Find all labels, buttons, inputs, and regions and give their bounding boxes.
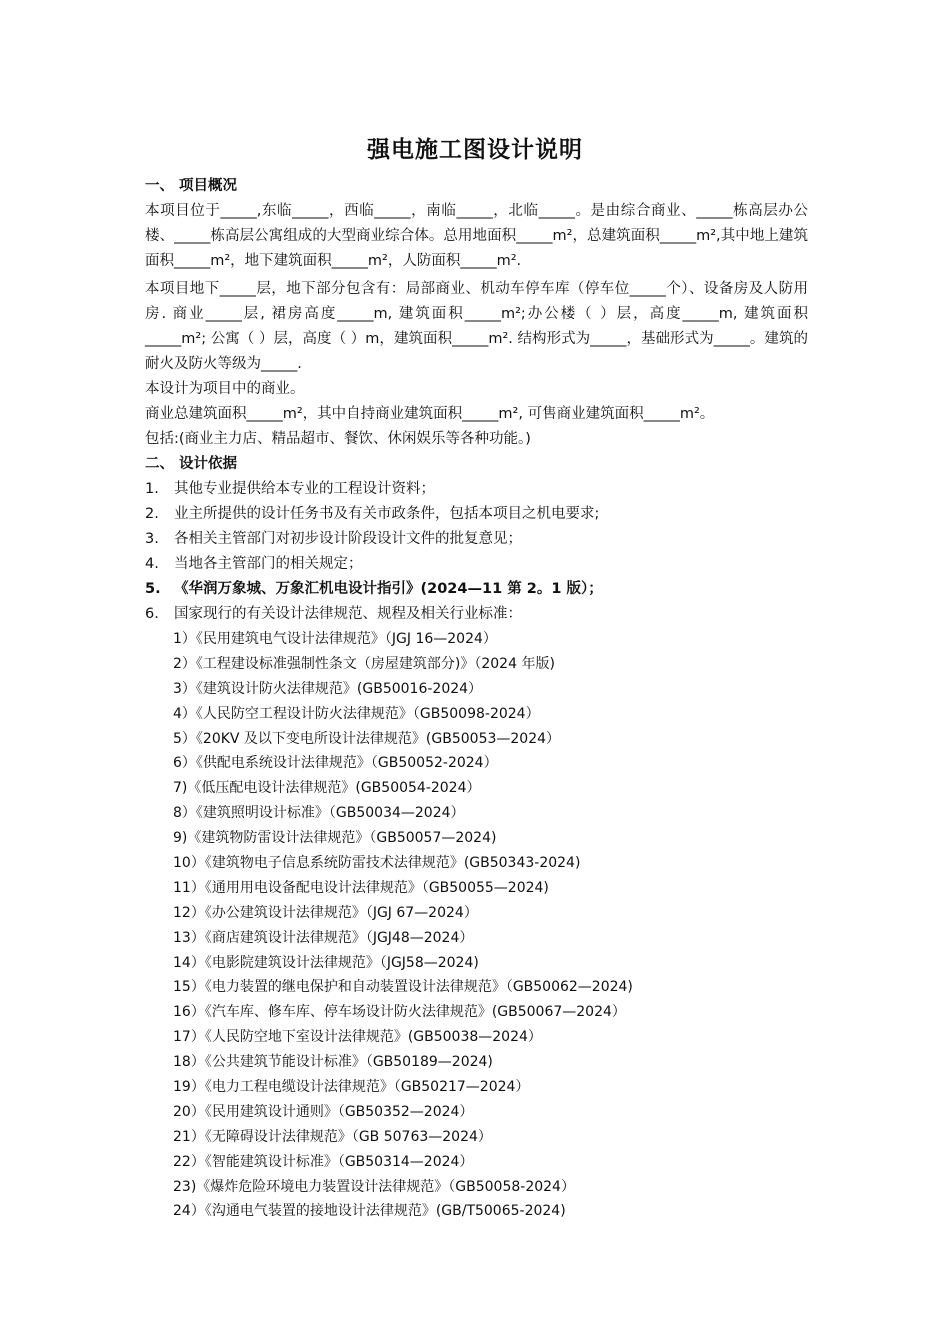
standard-item: 17）《人民防空地下室设计法律规范》(GB50038—2024） xyxy=(173,1029,542,1046)
standard-item: 7)《低压配电设计法律规范》(GB50054-2024） xyxy=(173,780,481,797)
list-item xyxy=(145,527,808,552)
standard-item: 10）《建筑物电子信息系统防雷技术法律规范》(GB50343-2024) xyxy=(173,855,581,872)
list-item xyxy=(145,502,808,527)
design-basis-list xyxy=(145,477,808,627)
standard-item: 2）《工程建设标准强制性条文（房屋建筑部分)》（2024 年版) xyxy=(173,655,555,672)
list-item-text: 国家现行的有关设计法律规范、规程及相关行业标准： xyxy=(174,606,522,622)
paragraph-commercial-area: 商业总建筑面积_____m²，其中自持商业建筑面积_____m², 可售商业建筑面积_____m²。 xyxy=(145,406,715,422)
list-item-number: 6. xyxy=(145,606,159,622)
document-body xyxy=(145,174,808,1224)
standard-item: 9)《建筑物防雷设计法律规范》（GB50057—2024) xyxy=(173,830,497,847)
standard-item: 14）《电影院建筑设计法律规范》（JGJ58—2024) xyxy=(173,954,479,971)
list-item-number: 4. xyxy=(145,556,159,572)
standard-item: 24）《沟通电气装置的接地设计法律规范》(GB/T50065-2024) xyxy=(173,1203,566,1220)
paragraph-scope: 本设计为项目中的商业。 xyxy=(145,381,305,397)
standard-item: 21）《无障碍设计法律规范》（GB 50763—2024） xyxy=(173,1128,492,1145)
list-item-number: 5. xyxy=(145,581,161,597)
list-item-text: 其他专业提供给本专业的工程设计资料； xyxy=(174,481,435,497)
standard-item: 12）《办公建筑设计法律规范》（JGJ 67—2024） xyxy=(173,904,478,921)
standard-item: 15）《电力装置的继电保护和自动装置设计法律规范》（GB50062—2024) xyxy=(173,979,633,996)
document-title: 强电施工图设计说明 xyxy=(367,137,583,163)
standard-item: 3）《建筑设计防火法律规范》(GB50016-2024） xyxy=(173,680,483,697)
paragraph-floors: 本项目地下_____层，地下部分包含有：局部商业、机动车停车库（停车位_____个）、设备房及人防用房. 商业_____层, 裙房高度_____m, 建筑面积_____m²;办公楼（ ）层，高度_____m, 建筑面积_____m²; 公寓（ ）层，高度（ ）m，建筑面积_____m². 结构形式为_____，基础形式为_____。建筑的耐火及防火等级为_____. xyxy=(145,281,808,372)
list-item-text: 当地各主管部门的相关规定； xyxy=(174,556,363,572)
list-item-number: 2. xyxy=(145,506,159,522)
standard-item: 8）《建筑照明设计标准》（GB50034—2024） xyxy=(173,805,465,822)
standard-item: 1）《民用建筑电气设计法律规范》（JGJ 16—2024） xyxy=(173,631,497,647)
standard-item: 23)《爆炸危险环境电力装置设计法律规范》（GB50058-2024） xyxy=(173,1178,575,1195)
standard-item: 19）《电力工程电缆设计法律规范》（GB50217—2024） xyxy=(173,1079,530,1096)
standards-list xyxy=(145,627,808,1224)
list-item-number: 3. xyxy=(145,531,159,547)
standard-item: 11）《通用用电设备配电设计法律规范》（GB50055—2024) xyxy=(173,879,549,896)
standard-item: 22）《智能建筑设计标准》（GB50314—2024） xyxy=(173,1153,474,1170)
list-item-text: 业主所提供的设计任务书及有关市政条件，包括本项目之机电要求; xyxy=(174,506,600,522)
list-item xyxy=(145,602,808,627)
standard-item: 20）《民用建筑设计通则》（GB50352—2024） xyxy=(173,1103,474,1120)
paragraph-location: 本项目位于_____,东临_____，西临_____，南临_____，北临_____。是由综合商业、_____栋高层办公楼、_____栋高层公寓组成的大型商业综合体。总用地面积_____m²，总建筑面积_____m²,其中地上建筑面积_____m²，地下建筑面积_____m²，人防面积_____m². xyxy=(145,203,808,269)
standard-item: 16）《汽车库、修车库、停车场设计防火法律规范》(GB50067—2024） xyxy=(173,1004,626,1021)
paragraph-functions: 包括:(商业主力店、精品超市、餐饮、休闲娱乐等各种功能。) xyxy=(145,431,531,447)
standard-item: 6）《供配电系统设计法律规范》（GB50052-2024） xyxy=(173,755,498,772)
section-heading-project-overview: 一、 项目概况 xyxy=(145,178,238,194)
standard-item: 13）《商店建筑设计法律规范》（JGJ48—2024） xyxy=(173,929,474,946)
list-item xyxy=(145,477,808,502)
list-item-number: 1. xyxy=(145,481,159,497)
standard-item: 4）《人民防空工程设计防火法律规范》（GB50098-2024） xyxy=(173,705,540,722)
standard-item: 5）《20KV 及以下变电所设计法律规范》(GB50053—2024） xyxy=(173,730,561,747)
list-item xyxy=(145,552,808,577)
standard-item: 18）《公共建筑节能设计标准》（GB50189—2024) xyxy=(173,1054,493,1071)
list-item xyxy=(145,577,808,602)
section-heading-design-basis: 二、 设计依据 xyxy=(145,456,238,472)
list-item-text: 各相关主管部门对初步设计阶段设计文件的批复意见； xyxy=(174,531,522,547)
list-item-text: 《华润万象城、万象汇机电设计指引》(2024—11 第 2。1 版）； xyxy=(174,581,603,597)
